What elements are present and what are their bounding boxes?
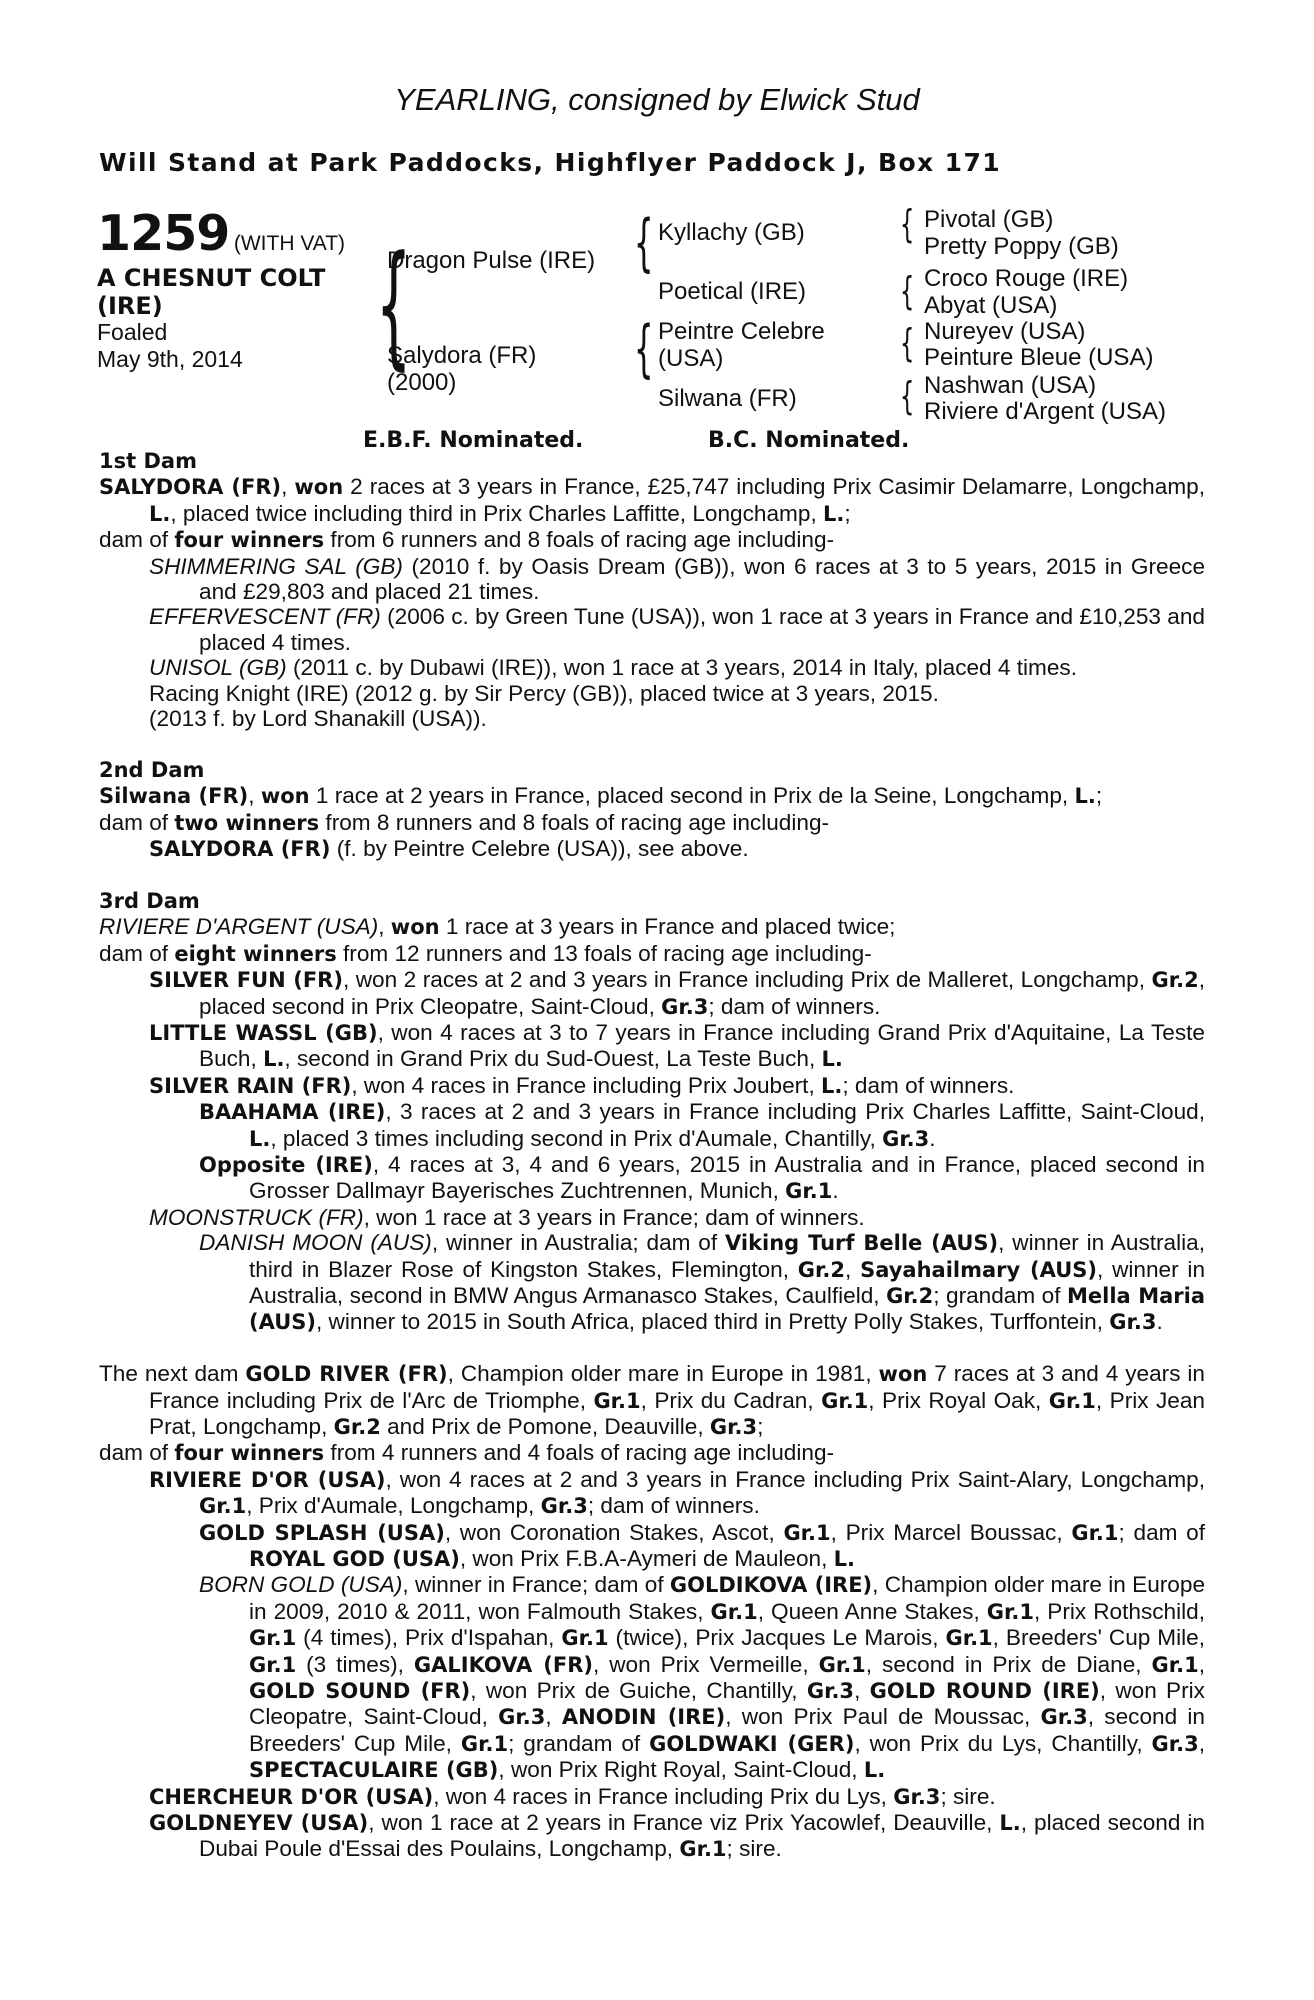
produce-entry: SILVER FUN (FR), won 2 races at 2 and 3 years in France including Prix de Malleret, Longchamp, Gr.2, placed second in Prix Cleopatre, Saint-Cloud, Gr.3; dam of winners. [149, 967, 1205, 1019]
pedigree-dam-sire-suffix: (USA) [658, 345, 724, 372]
pedigree-notes [99, 448, 1205, 1863]
produce-summary: dam of four winners from 6 runners and 8 foals of racing age including- [99, 527, 835, 553]
lot-heading [97, 205, 345, 262]
produce-summary: dam of eight winners from 12 runners and 13 foals of racing age including- [99, 940, 872, 966]
pedigree-bracket: { [899, 321, 915, 365]
foaled-info [97, 319, 243, 373]
pedigree-bracket: { [899, 269, 915, 313]
pedigree-dam-dam: Silwana (FR) [658, 385, 797, 412]
pedigree-g3: Croco Rouge (IRE) [924, 265, 1129, 292]
bc-nomination: B.C. Nominated. [708, 428, 910, 453]
pedigree-sire-dam: Poetical (IRE) [658, 278, 807, 305]
produce-entry: BAAHAMA (IRE), 3 races at 2 and 3 years in France including Prix Charles Laffitte, Saint-Cloud, L., placed 3 times including second in Prix d'Aumale, Chantilly, Gr.3. [199, 1099, 1205, 1151]
pedigree-bracket: { [633, 206, 654, 279]
pedigree-g3: Nureyev (USA) [924, 318, 1086, 345]
pedigree-dam-sire [658, 318, 825, 372]
produce-entry: BORN GOLD (USA), winner in France; dam of GOLDIKOVA (IRE), Champion older mare in Europe in 2009, 2010 & 2011, won Falmouth Stakes, Gr.1, Queen Anne Stakes, Gr.1, Prix Rothschild, Gr.1 (4 times), Prix d'Ispahan, Gr.1 (twice), Prix Jacques Le Marois, Gr.1, Breeders' Cup Mile, Gr.1 (3 times), GALIKOVA (FR), won Prix Vermeille, Gr.1, second in Prix de Diane, Gr.1, GOLD SOUND (FR), won Prix de Guiche, Chantilly, Gr.3, GOLD ROUND (IRE), won Prix Cleopatre, Saint-Cloud, Gr.3, ANODIN (IRE), won Prix Paul de Moussac, Gr.3, second in Breeders' Cup Mile, Gr.1; grandam of GOLDWAKI (GER), won Prix du Lys, Chantilly, Gr.3, SPECTACULAIRE (GB), won Prix Right Royal, Saint-Cloud, L. [199, 1572, 1206, 1783]
pedigree-dam [387, 342, 536, 396]
produce-entry: Opposite (IRE), 4 races at 3, 4 and 6 years, 2015 in Australia and in France, placed second in Grosser Dallmayr Bayerisches Zuchtrennen, Munich, Gr.1. [199, 1151, 1205, 1204]
pedigree-bracket: { [633, 312, 654, 385]
pedigree-dam-name: Salydora (FR) [387, 342, 537, 369]
lot-number: 1259 [97, 205, 230, 262]
lot-description-line: (IRE) [97, 292, 163, 320]
section-heading: 3rd Dam [99, 888, 200, 913]
lot-description [97, 264, 325, 320]
pedigree-sire: Dragon Pulse (IRE) [387, 247, 596, 274]
consignment-line: YEARLING, consigned by Elwick Stud [394, 82, 920, 117]
produce-summary: dam of four winners from 4 runners and 4 foals of racing age including- [99, 1440, 835, 1466]
produce-entry: GOLD SPLASH (USA), won Coronation Stakes, Ascot, Gr.1, Prix Marcel Boussac, Gr.1; dam of ROYAL GOD (USA), won Prix F.B.A-Aymeri de Mauleon, L. [199, 1519, 1205, 1572]
vat-label: (WITH VAT) [233, 232, 346, 255]
pedigree-g3: Peinture Bleue (USA) [924, 344, 1154, 371]
produce-entry: SALYDORA (FR) (f. by Peintre Celebre (USA)), see above. [149, 836, 749, 862]
produce-entry: SHIMMERING SAL (GB) (2010 f. by Oasis Dream (GB)), won 6 races at 3 to 5 years, 2015 in Greece and £29,803 and placed 21 times. [149, 553, 1206, 605]
produce-entry: LITTLE WASSL (GB), won 4 races at 3 to 7 years in France including Grand Prix d'Aquitaine, La Teste Buch, L., second in Grand Prix du Sud-Ouest, La Teste Buch, L. [149, 1019, 1205, 1072]
pedigree-bracket: { [375, 227, 412, 383]
foaled-label: Foaled [97, 319, 168, 345]
section-heading: 1st Dam [99, 449, 197, 473]
pedigree-dam-sire-name: Peintre Celebre [658, 318, 825, 345]
dam-paragraph: SALYDORA (FR), won 2 races at 3 years in France, £25,747 including Prix Casimir Delamarre, Longchamp, L., placed twice including third in Prix Charles Laffitte, Longchamp, L.; [99, 474, 1205, 526]
foaled-date: May 9th, 2014 [97, 346, 243, 372]
pedigree-g3: Riviere d'Argent (USA) [924, 398, 1166, 425]
produce-entry: Racing Knight (IRE) (2012 g. by Sir Percy (GB)), placed twice at 3 years, 2015. [149, 680, 939, 706]
pedigree-g3: Nashwan (USA) [924, 372, 1097, 399]
lot-description-line: A CHESNUT COLT [97, 264, 326, 292]
produce-entry: EFFERVESCENT (FR) (2006 c. by Green Tune (USA)), won 1 race at 3 years in France and £10,253 and placed 4 times. [149, 604, 1205, 655]
produce-entry: UNISOL (GB) (2011 c. by Dubawi (IRE)), won 1 race at 3 years, 2014 in Italy, placed 4 times. [149, 655, 1077, 681]
section-heading: 2nd Dam [99, 757, 205, 782]
produce-entry: RIVIERE D'OR (USA), won 4 races at 2 and 3 years in France including Prix Saint-Alary, Longchamp, Gr.1, Prix d'Aumale, Longchamp, Gr.3; dam of winners. [149, 1466, 1205, 1519]
ebf-nomination: E.B.F. Nominated. [363, 428, 584, 453]
pedigree-bracket: { [899, 202, 915, 246]
produce-entry: DANISH MOON (AUS), winner in Australia; dam of Viking Turf Belle (AUS), winner in Australia, third in Blazer Rose of Kingston Stakes, Flemington, Gr.2, Sayahailmary (AUS), winner in Australia, second in BMW Angus Armanasco Stakes, Caulfield, Gr.2; grandam of Mella Maria (AUS), winner to 2015 in South Africa, placed third in Pretty Polly Stakes, Turffontein, Gr.3. [199, 1230, 1206, 1335]
pedigree-bracket: { [899, 374, 915, 418]
produce-entry: SILVER RAIN (FR), won 4 races in France including Prix Joubert, L.; dam of winners. [149, 1072, 1015, 1098]
dam-paragraph: RIVIERE D'ARGENT (USA), won 1 race at 3 years in France and placed twice; [99, 914, 896, 940]
pedigree-g3: Abyat (USA) [924, 292, 1058, 319]
pedigree-g3: Pretty Poppy (GB) [924, 233, 1119, 260]
pedigree-sire-sire: Kyllachy (GB) [658, 219, 805, 246]
produce-entry: MOONSTRUCK (FR), won 1 race at 3 years in France; dam of winners. [149, 1204, 865, 1230]
produce-summary: dam of two winners from 8 runners and 8 foals of racing age including- [99, 809, 830, 835]
produce-entry: (2013 f. by Lord Shanakill (USA)). [149, 706, 487, 732]
next-dam-paragraph: The next dam GOLD RIVER (FR), Champion older mare in Europe in 1981, won 7 races at 3 and 4 years in France including Prix de l'Arc de Triomphe, Gr.1, Prix du Cadran, Gr.1, Prix Royal Oak, Gr.1, Prix Jean Prat, Longchamp, Gr.2 and Prix de Pomone, Deauville, Gr.3; [99, 1361, 1206, 1439]
stand-location: Will Stand at Park Paddocks, Highflyer Paddock J, Box 171 [99, 148, 1002, 177]
produce-entry: CHERCHEUR D'OR (USA), won 4 races in France including Prix du Lys, Gr.3; sire. [149, 1783, 996, 1809]
pedigree-g3: Pivotal (GB) [924, 206, 1054, 233]
produce-entry: GOLDNEYEV (USA), won 1 race at 2 years in France viz Prix Yacowlef, Deauville, L., placed second in Dubai Poule d'Essai des Poulains, Longchamp, Gr.1; sire. [149, 1810, 1205, 1862]
pedigree-dam-year: (2000) [387, 369, 457, 396]
dam-paragraph: Silwana (FR), won 1 race at 2 years in France, placed second in Prix de la Seine, Longchamp, L.; [99, 783, 1103, 809]
